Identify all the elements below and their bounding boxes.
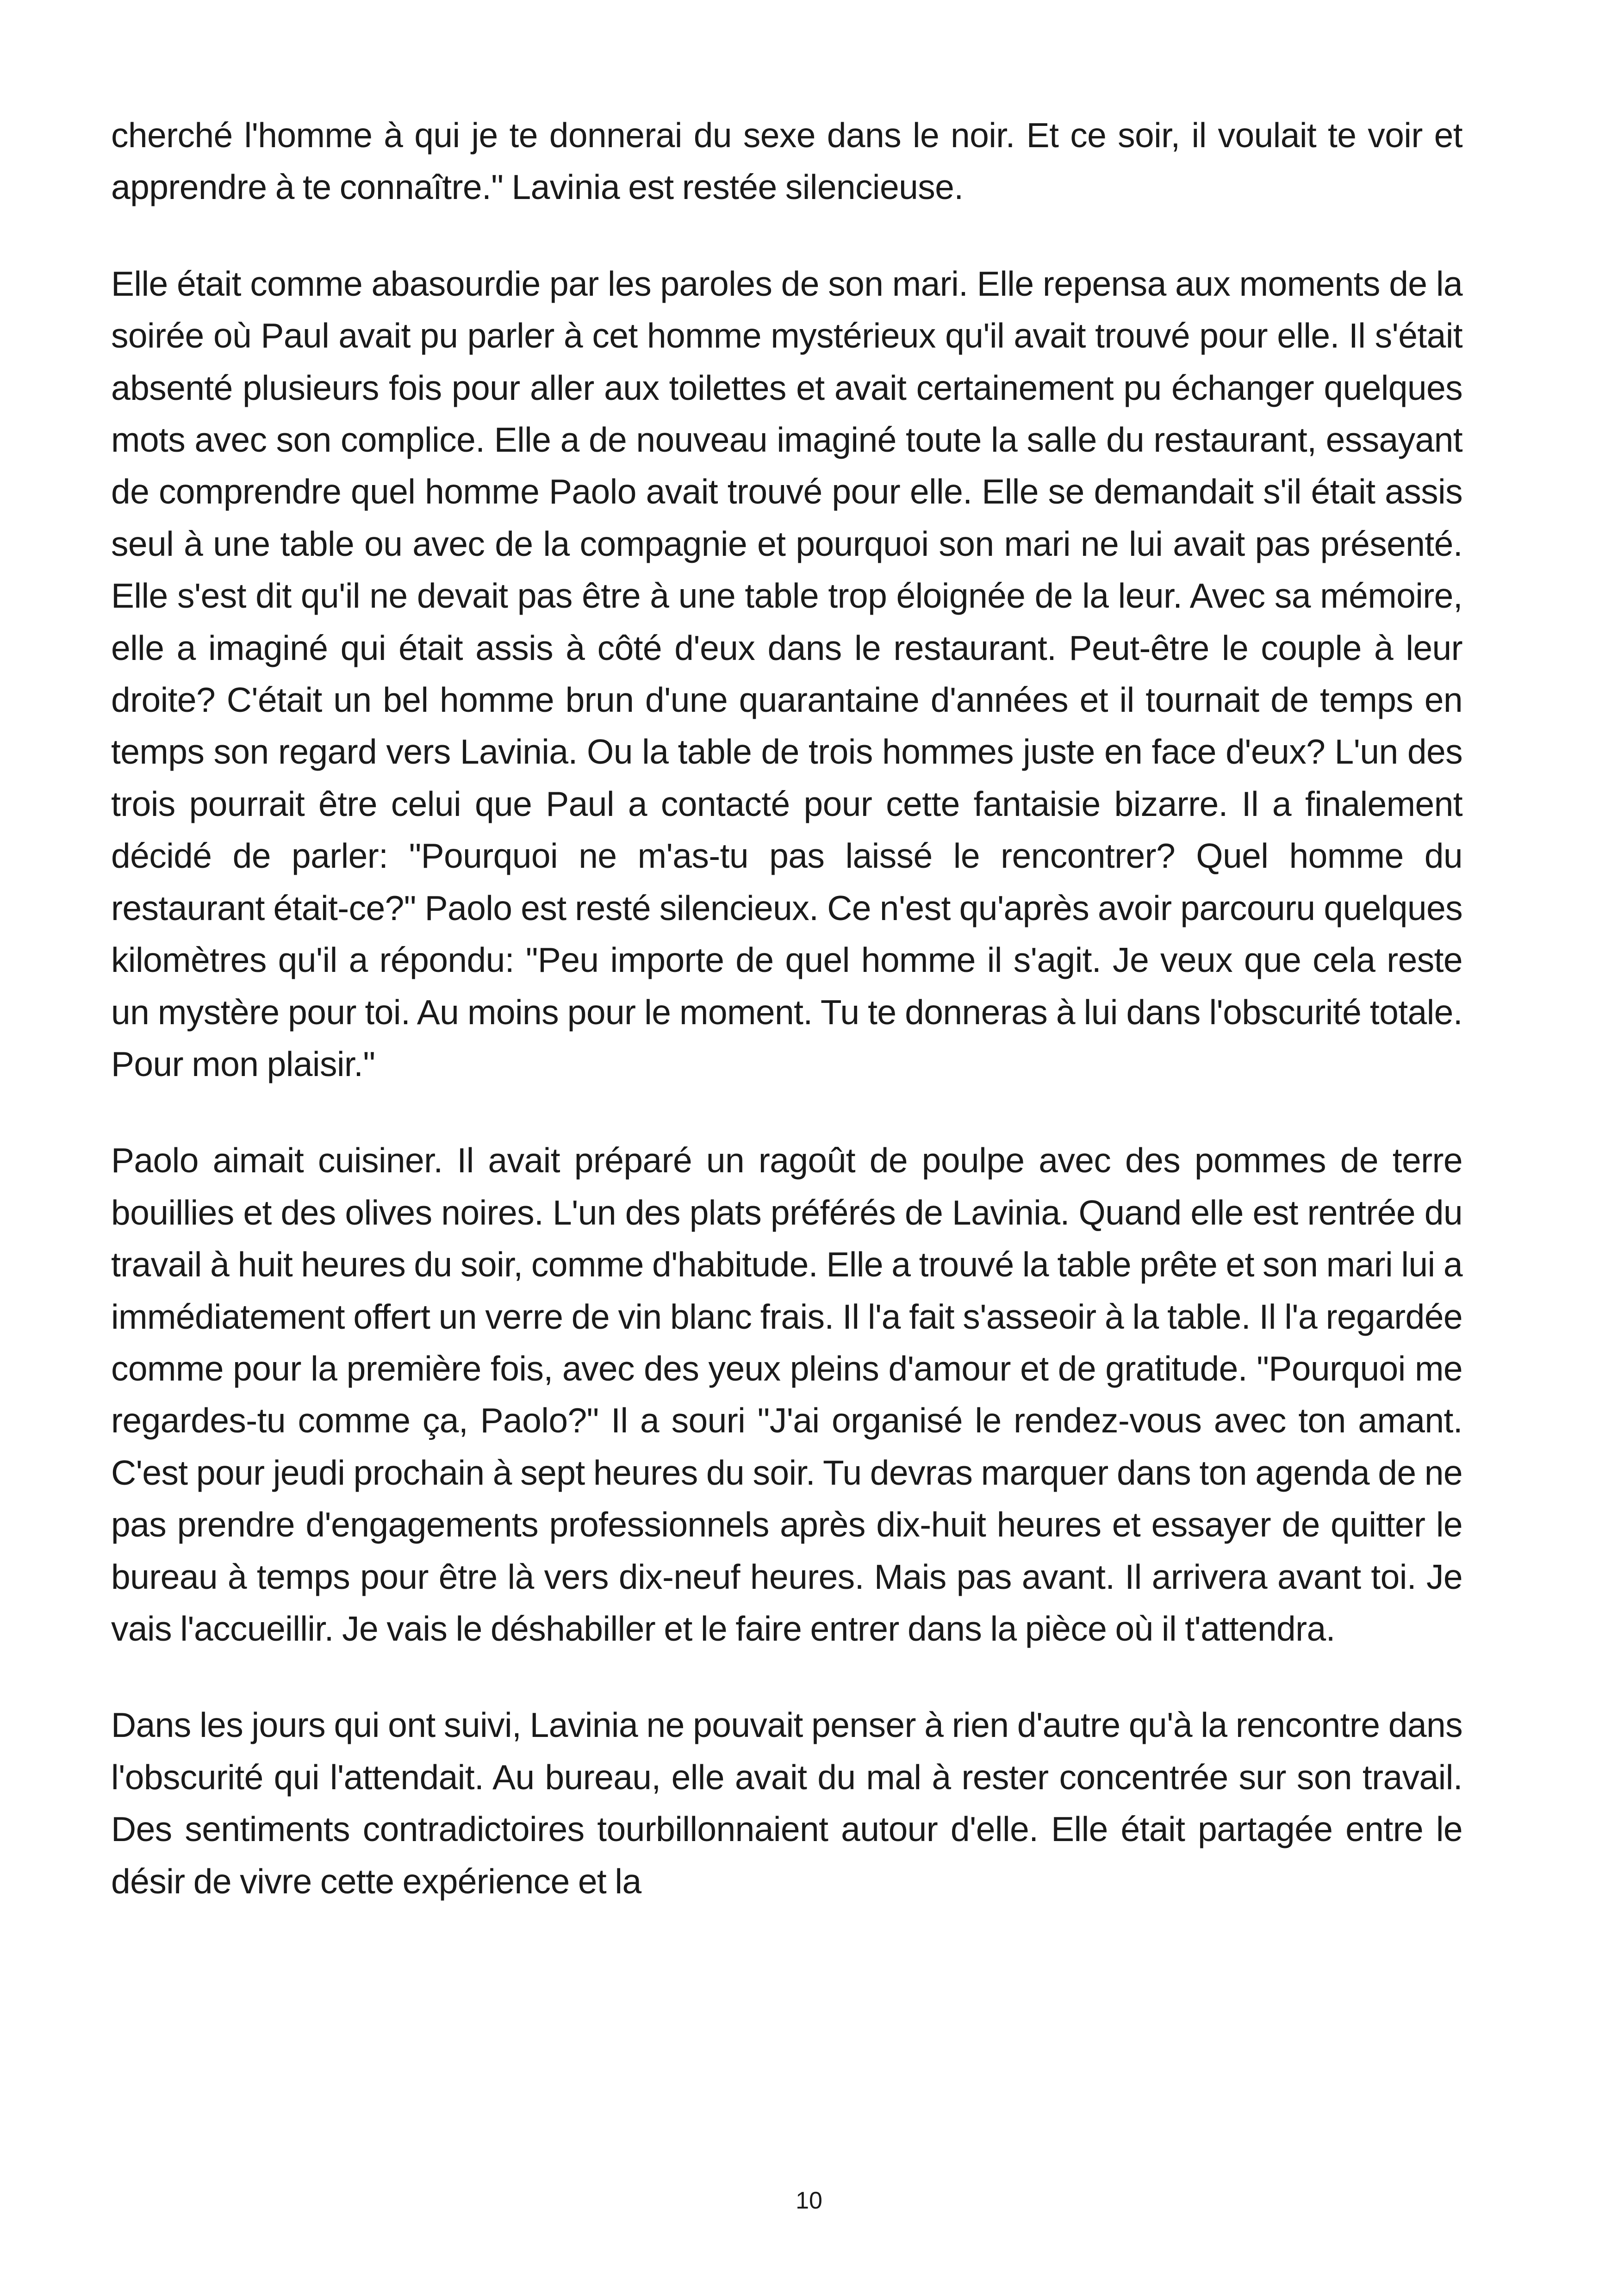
paragraph: Paolo aimait cuisiner. Il avait préparé un ragoût de poulpe avec des pommes de terre bouillies et des olives noires. L'un des plats préférés de Lavinia. Quand elle est rentrée du travail à huit heures du soir, comme d'habitude. Elle a trouvé la table prête et son mari lui a immédiatement offert un verre de vin blanc frais. Il l'a fait s'asseoir à la table. Il l'a regardée comme pour la première fois, avec des yeux pleins d'amour et de gratitude. "Pourquoi me regardes-tu comme ça, Paolo?" Il a souri "J'ai organisé le rendez-vous avec ton amant. C'est pour jeudi prochain à sept heures du soir. Tu devras marquer dans ton agenda de ne pas prendre d'engagements professionnels après dix-huit heures et essayer de quitter le bureau à temps pour être là vers dix-neuf heures. Mais pas avant. Il arrivera avant toi. Je vais l'accueillir. Je vais le déshabiller et le faire entrer dans la pièce où il t'attendra. [111, 1141, 1462, 1648]
page-number: 10 [796, 2187, 822, 2214]
paragraph: Elle était comme abasourdie par les paroles de son mari. Elle repensa aux moments de la soirée où Paul avait pu parler à cet homme mystérieux qu'il avait trouvé pour elle. Il s'était absenté plusieurs fois pour aller aux toilettes et avait certainement pu échanger quelques mots avec son complice. Elle a de nouveau imaginé toute la salle du restaurant, essayant de comprendre quel homme Paolo avait trouvé pour elle. Elle se demandait s'il était assis seul à une table ou avec de la compagnie et pourquoi son mari ne lui avait pas présenté. Elle s'est dit qu'il ne devait pas être à une table trop éloignée de la leur. Avec sa mémoire, elle a imaginé qui était assis à côté d'eux dans le restaurant. Peut-être le couple à leur droite? C'était un bel homme brun d'une quarantaine d'années et il tournait de temps en temps son regard vers Lavinia. Ou la table de trois hommes juste en face d'eux? L'un des trois pourrait être celui que Paul a contacté pour cette fantaisie bizarre. Il a finalement décidé de parler: "Pourquoi ne m'as-tu pas laissé le rencontrer? Quel homme du restaurant était-ce?" Paolo est resté silencieux. Ce n'est qu'après avoir parcouru quelques kilomètres qu'il a répondu: "Peu importe de quel homme il s'agit. Je veux que cela reste un mystère pour toi. Au moins pour le moment. Tu te donneras à lui dans l'obscurité totale. Pour mon plaisir." [111, 264, 1462, 1083]
paragraph: cherché l'homme à qui je te donnerai du sexe dans le noir. Et ce soir, il voulait te voir et apprendre à te connaître." Lavinia est restée silencieuse. [111, 116, 1462, 207]
paragraph: Dans les jours qui ont suivi, Lavinia ne pouvait penser à rien d'autre qu'à la rencontre dans l'obscurité qui l'attendait. Au bureau, elle avait du mal à rester concentrée sur son travail. Des sentiments contradictoires tourbillonnaient autour d'elle. Elle était partagée entre le désir de vivre cette expérience et la [111, 1705, 1462, 1901]
page-body [111, 109, 1462, 1907]
